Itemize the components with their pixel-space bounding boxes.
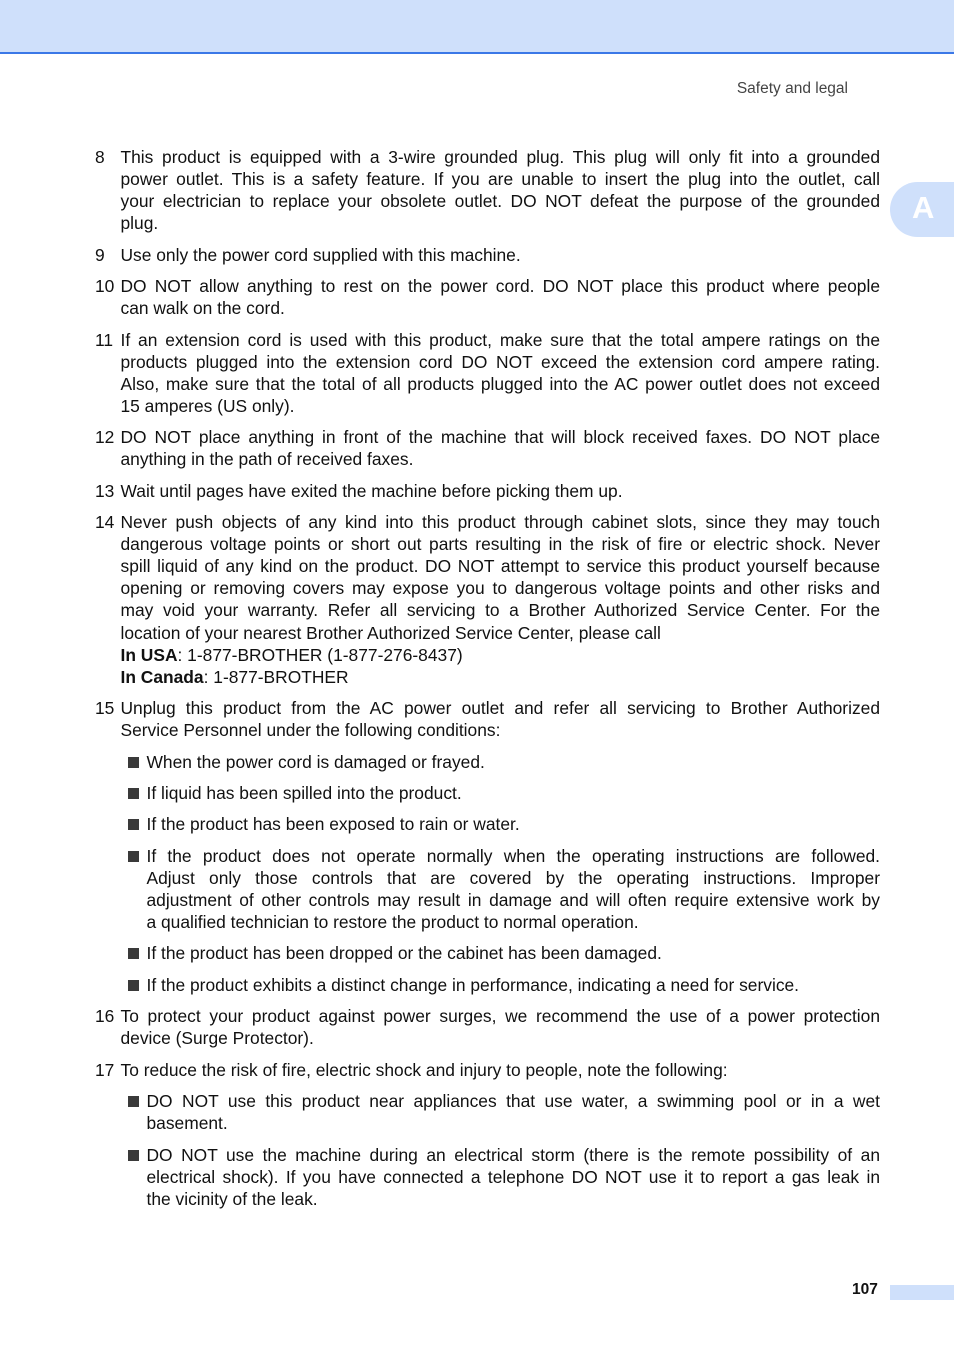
text-line: electrical shock). If you have connected a telephone DO NOT use it to report a gas leak in — [146, 1166, 880, 1187]
text-line: dangerous voltage points or short out parts resulting in the risk of fire or electric shock. Never — [120, 534, 880, 555]
contact-phone: : 1-877-BROTHER (1-877-276-8437) — [177, 644, 463, 665]
text-line: When the power cord is damaged or frayed. — [146, 751, 485, 772]
page-number-tab — [890, 1285, 954, 1300]
bullet-item — [121, 942, 881, 964]
list-item — [95, 511, 880, 688]
bullet-item — [121, 1090, 881, 1134]
text-line: location of your nearest Brother Authorized Service Center, please call — [120, 622, 661, 643]
text-line: 15 amperes (US only). — [120, 395, 295, 416]
list-item — [95, 697, 880, 996]
text-line: If the product exhibits a distinct change in performance, indicating a need for service. — [146, 974, 800, 995]
text-line: Wait until pages have exited the machine before picking them up. — [120, 480, 623, 501]
text-line: can walk on the cord. — [120, 298, 285, 319]
list-item — [95, 244, 880, 266]
text-line: This product is equipped with a 3-wire grounded plug. This plug will only fit into a grounded — [120, 147, 880, 167]
safety-instructions-list — [95, 146, 880, 1219]
text-line: your electrician to replace your obsolete outlet. DO NOT defeat the purpose of the grounded — [120, 191, 880, 212]
text-line: If the product has been dropped or the cabinet has been damaged. — [146, 943, 662, 964]
text-line: adjustment of other controls may result in damage and will often require extensive work by — [146, 889, 880, 910]
bullet-list — [121, 751, 881, 996]
text-line: Also, make sure that the total of all products plugged into the AC power outlet does not exceed — [120, 373, 880, 394]
list-item — [95, 275, 880, 319]
item-number: 8 — [95, 147, 105, 167]
text-line: spill liquid of any kind on the product. DO NOT attempt to service this product yourself because — [120, 556, 880, 577]
item-number: 11 — [95, 329, 114, 350]
text-line: Use only the power cord supplied with this machine. — [120, 244, 521, 265]
header-band — [0, 0, 954, 54]
text-line: If an extension cord is used with this product, make sure that the total ampere ratings on the — [120, 329, 880, 350]
text-line: If liquid has been spilled into the product. — [146, 783, 462, 804]
text-line: Never push objects of any kind into this product through cabinet slots, since they may touch — [120, 512, 880, 533]
list-item — [95, 329, 880, 417]
bullet-item — [121, 813, 881, 835]
text-line: To reduce the risk of fire, electric shock and injury to people, note the following: — [120, 1059, 728, 1080]
appendix-tab — [890, 182, 954, 237]
text-line: opening or removing covers may expose you to dangerous voltage points and other risks and — [120, 578, 880, 599]
item-number: 16 — [95, 1006, 115, 1027]
text-line: anything in the path of received faxes. — [120, 449, 414, 470]
contact-phone: : 1-877-BROTHER — [203, 666, 349, 687]
item-number: 12 — [95, 427, 115, 448]
list-item — [95, 426, 880, 470]
appendix-tab-letter: A — [912, 190, 935, 225]
square-bullet-icon — [128, 948, 139, 959]
item-number: 15 — [95, 698, 115, 719]
running-header: Safety and legal — [736, 80, 848, 97]
bullet-item — [121, 845, 881, 933]
square-bullet-icon — [128, 851, 139, 862]
item-number: 10 — [95, 276, 115, 297]
text-line: power outlet. This is a safety feature. If you are unable to insert the plug into the outlet, call — [120, 169, 880, 190]
text-line: Service Personnel under the following conditions: — [120, 720, 501, 741]
text-line: may void your warranty. Refer all servicing to a Brother Authorized Service Center. For the — [120, 600, 880, 621]
bullet-item — [121, 782, 881, 804]
bullet-list — [121, 1090, 881, 1210]
square-bullet-icon — [128, 1150, 139, 1161]
item-number: 17 — [95, 1059, 115, 1080]
list-item — [95, 1059, 880, 1210]
text-line: Unplug this product from the AC power outlet and refer all servicing to Brother Authorized — [120, 698, 880, 719]
contact-label: In USA — [120, 644, 178, 665]
contact-line — [121, 644, 881, 666]
text-line: DO NOT allow anything to rest on the power cord. DO NOT place this product where people — [120, 276, 880, 297]
text-line: basement. — [146, 1113, 228, 1134]
item-number: 9 — [95, 244, 105, 265]
text-line: DO NOT use this product near appliances that use water, a swimming pool or in a wet — [146, 1091, 880, 1112]
contact-line — [121, 666, 881, 688]
text-line: To protect your product against power surges, we recommend the use of a power protection — [120, 1006, 880, 1027]
text-line: a qualified technician to restore the product to normal operation. — [146, 912, 639, 933]
text-line: the vicinity of the leak. — [146, 1188, 318, 1209]
text-line: If the product has been exposed to rain or water. — [146, 814, 520, 835]
text-line: plug. — [120, 213, 159, 234]
list-item — [95, 1005, 880, 1049]
item-number: 14 — [95, 512, 115, 533]
text-line: If the product does not operate normally when the operating instructions are followed. — [146, 845, 880, 866]
text-line: products plugged into the extension cord DO NOT exceed the extension cord ampere rating. — [120, 351, 880, 372]
text-line: DO NOT place anything in front of the machine that will block received faxes. DO NOT place — [120, 427, 880, 448]
page-number: 107 — [852, 1281, 878, 1298]
bullet-item — [121, 1144, 881, 1210]
text-line: device (Surge Protector). — [120, 1028, 314, 1049]
text-line: DO NOT use the machine during an electrical storm (there is the remote possibility of an — [146, 1144, 880, 1165]
square-bullet-icon — [128, 1096, 139, 1107]
square-bullet-icon — [128, 788, 139, 799]
text-line: Adjust only those controls that are covered by the operating instructions. Improper — [146, 867, 880, 888]
list-item — [95, 480, 880, 502]
list-item — [95, 146, 880, 234]
square-bullet-icon — [128, 819, 139, 830]
square-bullet-icon — [128, 980, 139, 991]
contact-label: In Canada — [120, 666, 204, 687]
square-bullet-icon — [128, 757, 139, 768]
bullet-item — [121, 974, 881, 996]
bullet-item — [121, 751, 881, 773]
item-number: 13 — [95, 480, 115, 501]
